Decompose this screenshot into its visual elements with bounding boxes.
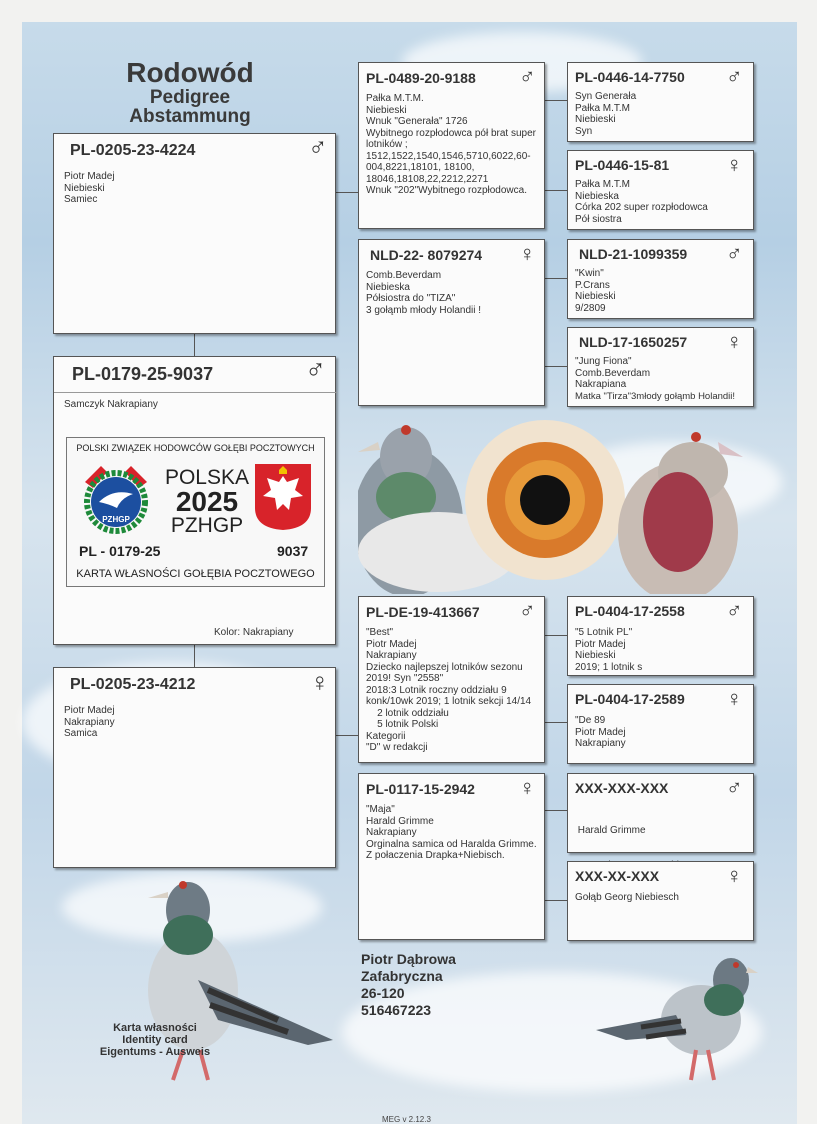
detail-line: Syn Generała xyxy=(575,91,637,102)
ring-number: XXX-XX-XXX xyxy=(575,868,660,884)
title-line-3: Abstammung xyxy=(129,106,251,127)
ring-number: NLD-17-1650257 xyxy=(579,334,688,350)
detail-line: Matka "Tirza"3młody gołąmb Holandii! xyxy=(575,390,736,402)
grandmother-paternal-box xyxy=(358,239,545,406)
pedigree-details xyxy=(366,93,546,197)
pedigree-details xyxy=(366,270,481,316)
detail-line: Piotr Madej xyxy=(575,726,626,738)
subject-description: Samczyk Nakrapiany xyxy=(64,399,158,410)
detail-line: 5 lotnik Polski xyxy=(366,719,439,730)
ring-number: NLD-21-1099359 xyxy=(579,246,688,262)
detail-line: 004,8221,18101, 18100, xyxy=(366,162,475,173)
pedigree-details xyxy=(575,892,679,904)
ring-number: PL-0446-14-7750 xyxy=(575,69,685,85)
male-symbol-icon: ♂ xyxy=(305,354,326,385)
detail-line: "Maja" xyxy=(366,804,395,815)
pedigree-details xyxy=(575,627,642,673)
pzhgp-ring-card xyxy=(66,437,325,587)
title-line-1: Rodowód xyxy=(126,57,254,88)
pedigree-details xyxy=(575,715,626,750)
pedigree-title xyxy=(95,58,285,127)
detail-line: Kategorii xyxy=(366,730,406,742)
detail-line: Comb.Beverdam xyxy=(575,367,651,379)
connector-line xyxy=(545,722,567,723)
connector-line xyxy=(545,810,567,811)
great-grandparent-box xyxy=(567,596,754,676)
male-symbol-icon: ♂ xyxy=(519,64,536,89)
polish-eagle-icon xyxy=(253,462,313,532)
detail-line: 1512,1522,1540,1546,5710,6022,60- xyxy=(366,150,531,162)
connector-line xyxy=(545,190,567,191)
detail-line: Nakrapiany xyxy=(575,738,626,749)
detail-line: 2019; 1 lotnik s xyxy=(575,661,643,673)
detail-line: Wnuk "202"Wybitnego rozpłodowca. xyxy=(366,185,527,196)
ring-number: NLD-22- 8079274 xyxy=(370,247,483,263)
detail-line: Niebieski xyxy=(366,104,407,116)
card-ring-prefix: PL - 0179-25 xyxy=(79,543,161,559)
father-box xyxy=(53,133,336,334)
detail-line: Nakrapiany xyxy=(366,650,417,661)
connector-line xyxy=(545,900,567,901)
detail-line: Pałka M.T.M. xyxy=(366,93,424,104)
male-symbol-icon: ♂ xyxy=(308,132,328,162)
ring-number: PL-0404-17-2589 xyxy=(575,691,685,707)
detail-line: 3 gołąmb młody Holandii ! xyxy=(366,304,482,316)
card-year: 2025 xyxy=(175,486,239,517)
detail-line: Pałka M.T.M xyxy=(575,102,631,114)
connector-line xyxy=(194,645,195,667)
connector-line xyxy=(545,366,567,367)
detail-line: Nakrapiany xyxy=(366,827,417,838)
detail-line: P.Crans xyxy=(575,279,610,291)
detail-line: "D" w redakcji xyxy=(366,742,428,753)
detail-line: Wnuk "Generała" 1726 xyxy=(366,116,468,127)
card-organization: POLSKI ZWIĄZEK HODOWCÓW GOŁĘBI POCZTOWYCH xyxy=(76,443,315,453)
detail-line: Pół siostra xyxy=(575,213,622,225)
pedigree-details xyxy=(575,356,755,402)
detail-line: Niebieski xyxy=(575,114,616,125)
great-grandparent-box xyxy=(567,150,754,230)
ring-number: PL-0117-15-2942 xyxy=(366,781,475,797)
detail-line: Pałka M.T.M xyxy=(575,179,631,190)
grandfather-maternal-box xyxy=(358,596,545,763)
detail-line: 18046,18108,22,2212,2271 xyxy=(366,173,489,185)
connector-line xyxy=(545,100,567,101)
caption-line: Karta własności xyxy=(113,1022,197,1034)
pedigree-details xyxy=(366,804,546,862)
detail-line: Wybitnego rozpłodowca pół brat super xyxy=(366,127,537,139)
ring-number: XXX-XXX-XXX xyxy=(575,780,669,796)
connector-line xyxy=(194,334,195,356)
ring-number: PL-0446-15-81 xyxy=(575,157,670,173)
detail-line: 2019! Syn "2558" xyxy=(366,673,444,684)
male-symbol-icon: ♂ xyxy=(726,598,743,623)
male-symbol-icon: ♂ xyxy=(726,241,743,266)
caption-line: Eigentums - Ausweis xyxy=(99,1046,211,1058)
owner-phone: 516467223 xyxy=(361,1002,432,1018)
connector-line xyxy=(545,278,567,279)
detail-line: Piotr Madej xyxy=(366,638,417,650)
pzhgp-emblem-icon xyxy=(77,462,155,537)
great-grandparent-box xyxy=(567,861,754,941)
detail-line: Niebieski xyxy=(575,291,616,302)
female-symbol-icon: ♀ xyxy=(726,329,743,354)
great-grandparent-box xyxy=(567,62,754,142)
pedigree-details xyxy=(575,268,616,314)
card-ring-number: 9037 xyxy=(277,543,309,559)
great-grandparent-box xyxy=(567,327,754,407)
ring-number: PL-0404-17-2558 xyxy=(575,603,685,619)
male-symbol-icon: ♂ xyxy=(519,598,536,623)
detail-line: Niebieska xyxy=(575,190,619,202)
detail-line: "Best" xyxy=(366,627,394,638)
caption-line: Identity card xyxy=(122,1034,188,1046)
owner-street: Zafabryczna xyxy=(361,968,443,984)
female-symbol-icon: ♀ xyxy=(726,686,743,711)
card-country: POLSKA xyxy=(164,466,250,489)
version-label: MEG v 2.12.3 xyxy=(382,1115,431,1124)
mother-ring-number: PL-0205-23-4212 xyxy=(70,676,196,693)
pigeon-illustration xyxy=(358,412,756,594)
detail-line: Z połaczenia Drapka+Niebisch. xyxy=(366,850,505,861)
grandfather-paternal-box xyxy=(358,62,545,229)
great-grandparent-box xyxy=(567,684,754,764)
detail-line: Córka 202 super rozpłodowca xyxy=(575,202,708,213)
father-ring-number: PL-0205-23-4224 xyxy=(70,142,196,159)
detail-line: Samiec xyxy=(64,194,98,205)
female-symbol-icon: ♀ xyxy=(519,241,536,266)
detail-line: "5 Lotnik PL" xyxy=(575,627,633,638)
female-symbol-icon: ♀ xyxy=(726,863,743,888)
emblem-text: PZHGP xyxy=(102,515,130,524)
pedigree-details xyxy=(575,91,636,137)
subject-ring-number: PL-0179-25-9037 xyxy=(72,364,214,384)
detail-line: Piotr Madej xyxy=(575,638,626,650)
ring-number: PL-DE-19-413667 xyxy=(366,604,480,620)
connector-line xyxy=(336,192,358,193)
detail-line: "Kwin" xyxy=(575,268,604,279)
detail-line: Nakrapiana xyxy=(575,379,627,390)
detail-line: Półsiostra do "TIZA" xyxy=(366,293,456,304)
detail-line: Gołąb Georg Niebiesch xyxy=(575,892,679,903)
detail-line: konk/10wk 2019; 1 lotnik sekcji 14/14 xyxy=(366,696,532,707)
title-line-2: Pedigree xyxy=(149,87,231,108)
father-details xyxy=(64,171,115,206)
pedigree-details xyxy=(575,179,708,225)
pedigree-details xyxy=(366,627,546,754)
owner-name: Piotr Dąbrowa xyxy=(361,951,456,967)
detail-line: Niebieska xyxy=(366,281,410,293)
detail-line: Harald Grimme xyxy=(366,815,434,827)
great-grandparent-box xyxy=(567,773,754,853)
detail-line: 2018:3 Lotnik roczny oddziału 9 xyxy=(366,684,507,696)
divider xyxy=(54,392,337,393)
detail-line: Dziecko najlepszej lotników sezonu xyxy=(366,661,523,673)
detail-line: Niebieski xyxy=(575,650,616,661)
detail-line: Samica xyxy=(64,728,98,739)
subject-color: Kolor: Nakrapiany xyxy=(214,627,294,638)
male-symbol-icon: ♂ xyxy=(726,775,743,800)
detail-line: Harald Grimme xyxy=(575,825,646,836)
male-symbol-icon: ♂ xyxy=(726,64,743,89)
detail-line: "De 89 xyxy=(575,715,606,726)
detail-line: Piotr Madej xyxy=(64,705,115,716)
female-symbol-icon: ♀ xyxy=(726,152,743,177)
detail-line: Nakrapiany xyxy=(64,716,115,728)
grandmother-maternal-box xyxy=(358,773,545,940)
ring-number: PL-0489-20-9188 xyxy=(366,70,476,86)
great-grandparent-box xyxy=(567,239,754,319)
female-symbol-icon: ♀ xyxy=(310,667,330,697)
detail-line: Orginalna samica od Haralda Grimme. xyxy=(366,838,537,850)
detail-line: Piotr Madej xyxy=(64,171,115,182)
owner-zip: 26-120 xyxy=(361,985,405,1001)
connector-line xyxy=(336,735,358,736)
owner-info xyxy=(361,951,456,1019)
card-caption: KARTA WŁASNOŚCI GOŁĘBIA POCZTOWEGO xyxy=(76,568,315,580)
detail-line: lotników ; xyxy=(366,139,408,150)
mother-box xyxy=(53,667,336,868)
female-symbol-icon: ♀ xyxy=(519,775,536,800)
card-abbreviation: PZHGP xyxy=(170,514,244,537)
pigeon-illustration xyxy=(596,945,758,1090)
detail-line: "Jung Fiona" xyxy=(575,356,632,367)
connector-line xyxy=(545,635,567,636)
detail-line: Niebieski xyxy=(64,182,105,194)
detail-line: 2 lotnik oddziału xyxy=(366,707,449,719)
detail-line: Comb.Beverdam xyxy=(366,270,442,281)
mother-details xyxy=(64,705,115,740)
detail-line: 9/2809 xyxy=(575,302,606,314)
detail-line: Syn xyxy=(575,125,593,137)
identity-card-caption xyxy=(90,1022,220,1058)
